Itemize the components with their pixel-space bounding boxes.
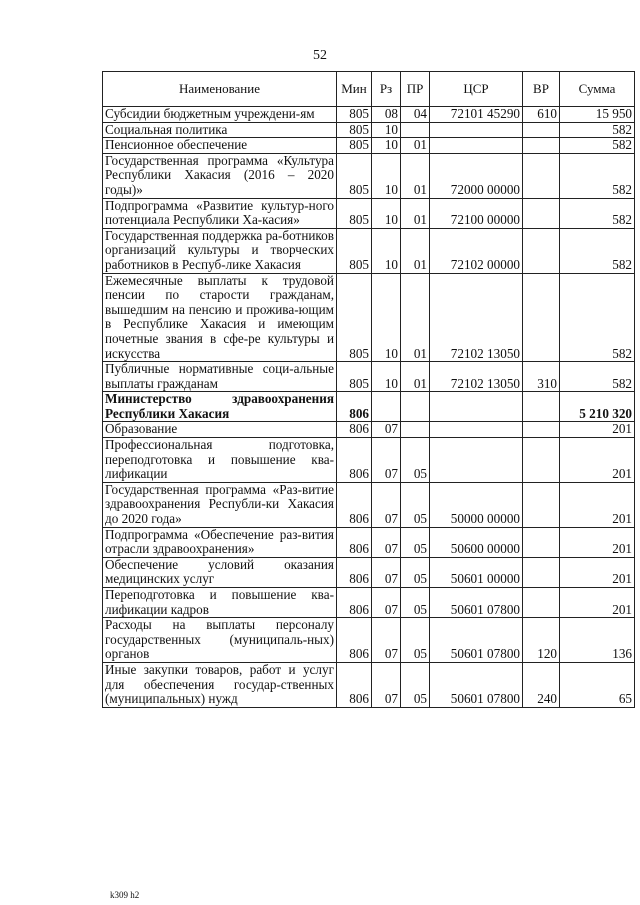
cell-pr — [401, 122, 430, 138]
table-row — [103, 122, 635, 138]
cell-min: 806 — [337, 588, 372, 618]
cell-name: Социальная политика — [103, 122, 337, 138]
cell-name: Переподготовка и повышение ква-лификации кадров — [103, 588, 337, 618]
cell-rz: 07 — [372, 557, 401, 587]
cell-sum: 582 — [560, 138, 635, 154]
table-row — [103, 273, 635, 362]
cell-rz: 10 — [372, 138, 401, 154]
table-row — [103, 392, 635, 422]
cell-sum: 201 — [560, 422, 635, 438]
cell-csr: 72101 45290 — [430, 107, 523, 123]
header-sum: Сумма — [560, 72, 635, 107]
cell-vr: 610 — [523, 107, 560, 123]
cell-name: Государственная поддержка ра-ботников организаций культуры и творческих работников в Респуб-лике Хакасия — [103, 228, 337, 273]
header-vr: ВР — [523, 72, 560, 107]
cell-pr: 05 — [401, 527, 430, 557]
cell-csr: 50601 07800 — [430, 662, 523, 707]
cell-min: 805 — [337, 228, 372, 273]
cell-csr: 72102 13050 — [430, 273, 523, 362]
cell-sum: 15 950 — [560, 107, 635, 123]
cell-min: 806 — [337, 557, 372, 587]
cell-min: 806 — [337, 392, 372, 422]
cell-sum: 136 — [560, 618, 635, 663]
cell-vr: 120 — [523, 618, 560, 663]
cell-name: Иные закупки товаров, работ и услуг для обеспечения государ-ственных (муниципальных) нужд — [103, 662, 337, 707]
cell-csr: 50601 00000 — [430, 557, 523, 587]
header-name: Наименование — [103, 72, 337, 107]
cell-min: 805 — [337, 122, 372, 138]
cell-sum: 201 — [560, 557, 635, 587]
cell-name: Пенсионное обеспечение — [103, 138, 337, 154]
cell-pr: 01 — [401, 153, 430, 198]
cell-pr — [401, 422, 430, 438]
cell-vr — [523, 153, 560, 198]
cell-min: 806 — [337, 662, 372, 707]
cell-rz: 10 — [372, 198, 401, 228]
cell-pr: 05 — [401, 438, 430, 483]
cell-sum: 201 — [560, 527, 635, 557]
cell-sum: 582 — [560, 273, 635, 362]
table-row — [103, 588, 635, 618]
cell-csr: 72102 00000 — [430, 228, 523, 273]
footer-code: k309 h2 — [110, 890, 140, 900]
cell-min: 805 — [337, 198, 372, 228]
cell-pr: 05 — [401, 557, 430, 587]
cell-min: 805 — [337, 138, 372, 154]
table-row — [103, 198, 635, 228]
cell-name: Обеспечение условий оказания медицинских услуг — [103, 557, 337, 587]
cell-rz: 07 — [372, 588, 401, 618]
cell-pr: 04 — [401, 107, 430, 123]
cell-vr: 240 — [523, 662, 560, 707]
cell-vr — [523, 557, 560, 587]
cell-csr — [430, 438, 523, 483]
page-number: 52 — [313, 48, 327, 63]
cell-name: Ежемесячные выплаты к трудовой пенсии по старости гражданам, вышедшим на пенсию и прожива-ющим в Республике Хакасия и имеющим почетные звания в сфе-ре культуры и искусства — [103, 273, 337, 362]
cell-sum: 201 — [560, 438, 635, 483]
cell-vr: 310 — [523, 362, 560, 392]
table-row — [103, 527, 635, 557]
table-row — [103, 482, 635, 527]
cell-name: Профессиональная подготовка, переподготовка и повышение ква-лификации — [103, 438, 337, 483]
cell-name: Субсидии бюджетным учреждени-ям — [103, 107, 337, 123]
cell-name: Публичные нормативные соци-альные выплаты гражданам — [103, 362, 337, 392]
cell-min: 806 — [337, 618, 372, 663]
cell-name: Образование — [103, 422, 337, 438]
cell-min: 805 — [337, 362, 372, 392]
cell-vr — [523, 438, 560, 483]
cell-vr — [523, 198, 560, 228]
table-header-row — [103, 72, 635, 107]
cell-csr — [430, 422, 523, 438]
cell-pr: 05 — [401, 588, 430, 618]
budget-table — [102, 71, 635, 708]
cell-name: Министерство здравоохранения Республики Хакасия — [103, 392, 337, 422]
cell-csr — [430, 392, 523, 422]
table-row — [103, 362, 635, 392]
cell-pr: 01 — [401, 198, 430, 228]
header-rz: Рз — [372, 72, 401, 107]
cell-rz — [372, 392, 401, 422]
cell-rz: 08 — [372, 107, 401, 123]
cell-sum: 582 — [560, 122, 635, 138]
cell-rz: 07 — [372, 527, 401, 557]
cell-pr: 05 — [401, 618, 430, 663]
table-row — [103, 153, 635, 198]
cell-sum: 5 210 320 — [560, 392, 635, 422]
cell-csr: 72102 13050 — [430, 362, 523, 392]
table-row — [103, 662, 635, 707]
cell-name: Подпрограмма «Обеспечение раз-вития отрасли здравоохранения» — [103, 527, 337, 557]
cell-rz: 07 — [372, 618, 401, 663]
table-row — [103, 438, 635, 483]
table-body — [103, 107, 635, 708]
table-row — [103, 138, 635, 154]
cell-vr — [523, 588, 560, 618]
cell-sum: 582 — [560, 153, 635, 198]
cell-csr: 50000 00000 — [430, 482, 523, 527]
cell-min: 805 — [337, 107, 372, 123]
cell-rz: 10 — [372, 153, 401, 198]
cell-sum: 65 — [560, 662, 635, 707]
cell-sum: 582 — [560, 362, 635, 392]
cell-name: Расходы на выплаты персоналу государственных (муниципаль-ных) органов — [103, 618, 337, 663]
cell-min: 805 — [337, 153, 372, 198]
cell-pr: 01 — [401, 362, 430, 392]
cell-name: Государственная программа «Культура Республики Хакасия (2016 – 2020 годы)» — [103, 153, 337, 198]
cell-rz: 07 — [372, 422, 401, 438]
cell-rz: 10 — [372, 228, 401, 273]
cell-csr: 50600 00000 — [430, 527, 523, 557]
cell-csr — [430, 138, 523, 154]
cell-pr: 01 — [401, 273, 430, 362]
cell-pr: 05 — [401, 482, 430, 527]
cell-vr — [523, 228, 560, 273]
table-row — [103, 557, 635, 587]
cell-rz: 10 — [372, 362, 401, 392]
cell-pr — [401, 392, 430, 422]
cell-min: 806 — [337, 482, 372, 527]
table-row — [103, 618, 635, 663]
cell-name: Подпрограмма «Развитие культур-ного потенциала Республики Ха-касия» — [103, 198, 337, 228]
cell-vr — [523, 422, 560, 438]
cell-sum: 582 — [560, 198, 635, 228]
header-csr: ЦСР — [430, 72, 523, 107]
cell-csr — [430, 122, 523, 138]
cell-rz: 07 — [372, 438, 401, 483]
cell-sum: 201 — [560, 482, 635, 527]
cell-rz: 10 — [372, 273, 401, 362]
cell-pr: 01 — [401, 138, 430, 154]
cell-csr: 50601 07800 — [430, 618, 523, 663]
cell-csr: 50601 07800 — [430, 588, 523, 618]
cell-min: 805 — [337, 273, 372, 362]
header-min: Мин — [337, 72, 372, 107]
cell-sum: 201 — [560, 588, 635, 618]
cell-vr — [523, 122, 560, 138]
cell-vr — [523, 138, 560, 154]
cell-vr — [523, 527, 560, 557]
table-row — [103, 422, 635, 438]
cell-rz: 07 — [372, 482, 401, 527]
cell-rz: 07 — [372, 662, 401, 707]
cell-min: 806 — [337, 438, 372, 483]
cell-vr — [523, 392, 560, 422]
header-pr: ПР — [401, 72, 430, 107]
cell-pr: 05 — [401, 662, 430, 707]
cell-rz: 10 — [372, 122, 401, 138]
cell-vr — [523, 273, 560, 362]
cell-pr: 01 — [401, 228, 430, 273]
cell-sum: 582 — [560, 228, 635, 273]
cell-vr — [523, 482, 560, 527]
cell-csr: 72000 00000 — [430, 153, 523, 198]
cell-name: Государственная программа «Раз-витие здравоохранения Республи-ки Хакасия до 2020 года» — [103, 482, 337, 527]
table-row — [103, 107, 635, 123]
cell-min: 806 — [337, 527, 372, 557]
table-row — [103, 228, 635, 273]
cell-min: 806 — [337, 422, 372, 438]
cell-csr: 72100 00000 — [430, 198, 523, 228]
